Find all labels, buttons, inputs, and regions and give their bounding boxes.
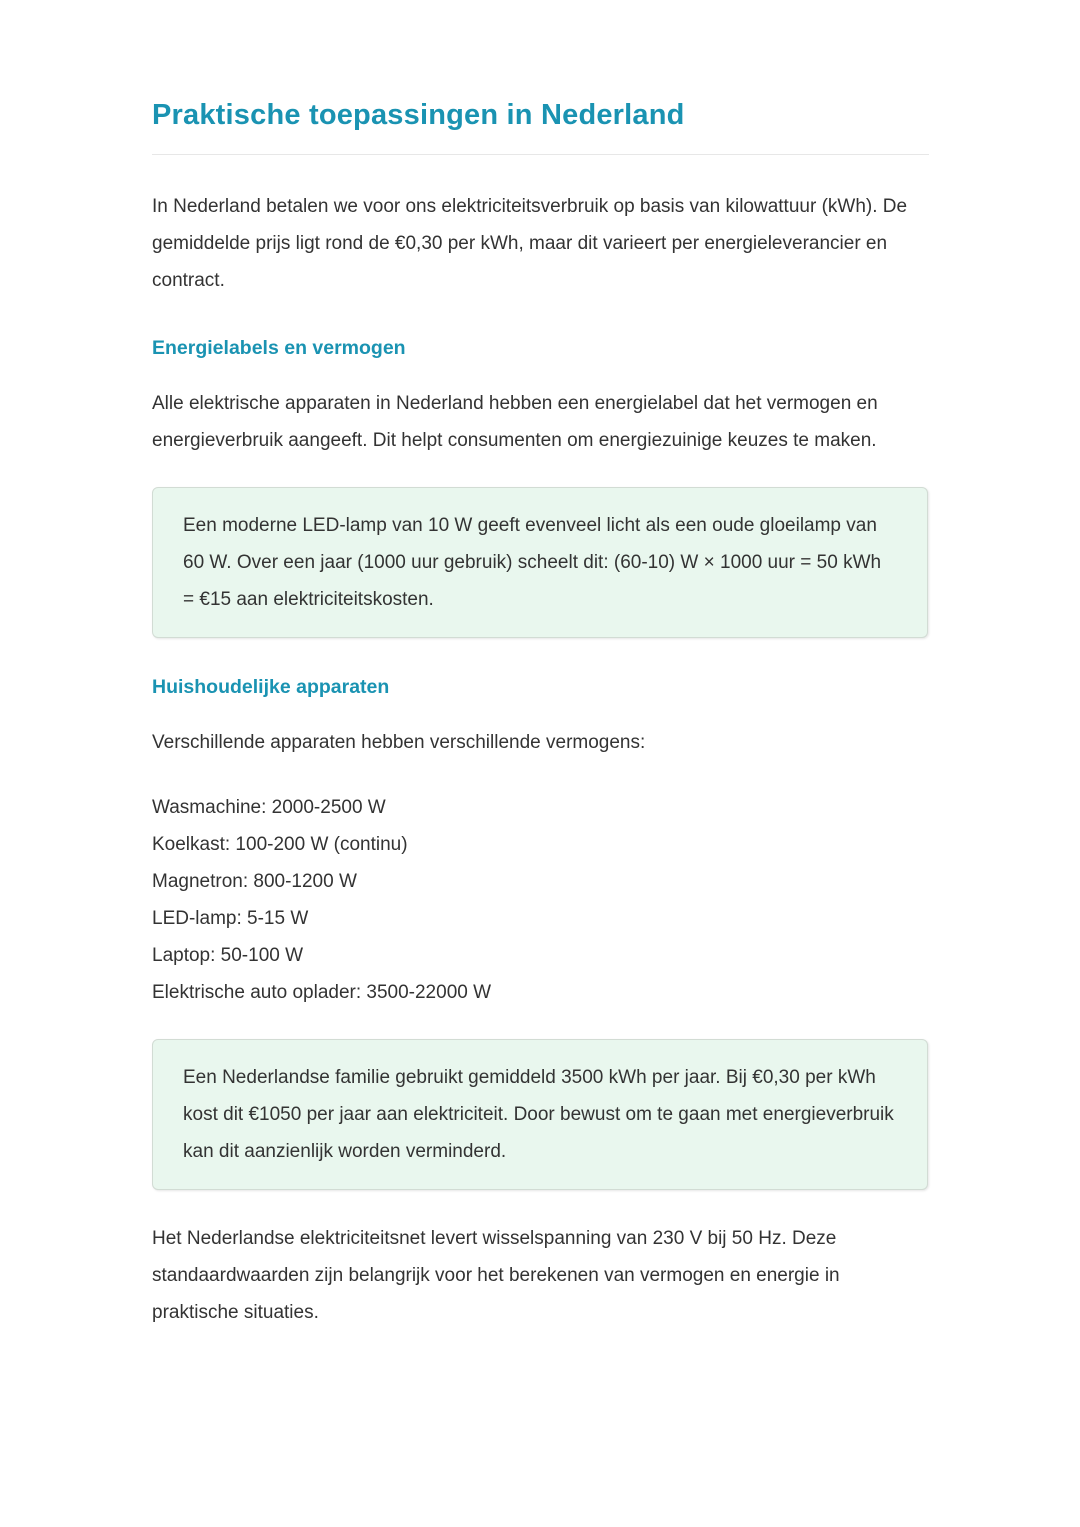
page-title: Praktische toepassingen in Nederland xyxy=(152,99,685,131)
callout-box-family-usage xyxy=(152,1039,928,1190)
appliance-item-magnetron: Magnetron: 800-1200 W xyxy=(152,871,357,892)
intro-paragraph: In Nederland betalen we voor ons elektriciteitsverbruik op basis van kilowattuur (kWh). De gemiddelde prijs ligt rond de €0,30 per kWh, maar dit varieert per energieleverancier en contract. xyxy=(152,196,908,291)
callout-led-text: Een moderne LED-lamp van 10 W geeft evenveel licht als een oude gloeilamp van 60 W. Over een jaar (1000 uur gebruik) scheelt dit: (60-10) W × 1000 uur = 50 kWh = €15 aan elektriciteitskosten. xyxy=(183,515,882,610)
appliance-item-auto-oplader: Elektrische auto oplader: 3500-22000 W xyxy=(152,982,492,1003)
appliance-item-koelkast: Koelkast: 100-200 W (continu) xyxy=(152,834,408,855)
callout-family-text: Een Nederlandse familie gebruikt gemiddeld 3500 kWh per jaar. Bij €0,30 per kWh kost dit €1050 per jaar aan elektriciteit. Door bewust om te gaan met energieverbruik kan dit aanzienlijk worden verminderd. xyxy=(183,1067,894,1162)
appliance-item-wasmachine: Wasmachine: 2000-2500 W xyxy=(152,797,386,818)
section-heading-energielabels: Energielabels en vermogen xyxy=(152,337,406,359)
appliance-list xyxy=(152,789,929,1011)
document-content xyxy=(152,0,929,1331)
apparaten-paragraph: Verschillende apparaten hebben verschillende vermogens: xyxy=(152,732,646,753)
energielabels-paragraph: Alle elektrische apparaten in Nederland hebben een energielabel dat het vermogen en energieverbruik aangeeft. Dit helpt consumenten om energiezuinige keuzes te maken. xyxy=(152,393,878,451)
outro-paragraph: Het Nederlandse elektriciteitsnet levert wisselspanning van 230 V bij 50 Hz. Deze standaardwaarden zijn belangrijk voor het berekenen van vermogen en energie in praktische situaties. xyxy=(152,1228,840,1323)
appliance-item-laptop: Laptop: 50-100 W xyxy=(152,945,304,966)
title-divider xyxy=(152,154,929,155)
section-heading-apparaten: Huishoudelijke apparaten xyxy=(152,676,390,698)
callout-box-led-example xyxy=(152,487,928,638)
appliance-item-ledlamp: LED-lamp: 5-15 W xyxy=(152,908,309,929)
